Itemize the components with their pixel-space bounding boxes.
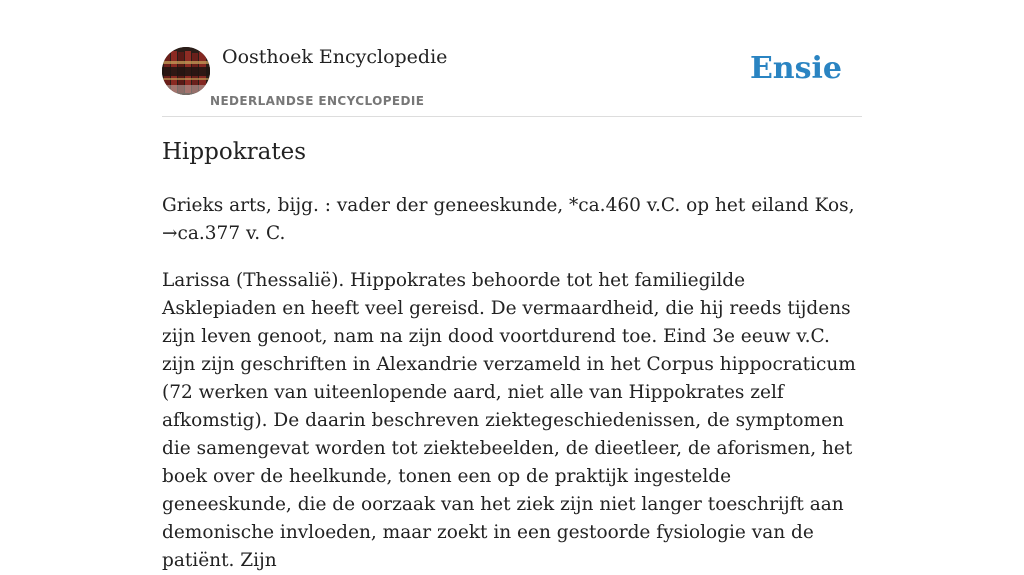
- article-lead: Grieks arts, bijg. : vader der geneeskunde, *ca.460 v.C. op het eiland Kos, →ca.377 v. C.: [162, 195, 855, 244]
- page-container: [162, 0, 862, 571]
- encyclopedia-avatar[interactable]: [162, 47, 210, 95]
- site-header: [162, 0, 862, 117]
- ensie-logo-link[interactable]: Ensie: [749, 51, 842, 86]
- book-spines-icon: [162, 47, 210, 95]
- article-title: Hippokrates: [162, 139, 307, 165]
- site-subtitle: NEDERLANDSE ENCYCLOPEDIE: [210, 94, 425, 108]
- site-title[interactable]: Oosthoek Encyclopedie: [222, 46, 448, 68]
- article-body: Larissa (Thessalië). Hippokrates behoorde tot het familiegilde Asklepiaden en heeft veel gereisd. De vermaardheid, die hij reeds tijdens zijn leven genoot, nam na zijn dood voortdurend toe. Eind 3e eeuw v.C. zijn zijn geschriften in Alexandrie verzameld in het Corpus hippocraticum (72 werken van uiteenlopende aard, niet alle van Hippokrates zelf afkomstig). De daarin beschreven ziektegeschiedenissen, de symptomen die samengevat worden tot ziektebeelden, de dieetleer, de aforismen, het boek over de heelkunde, tonen een op de praktijk ingestelde geneeskunde, die de oorzaak van het ziek zijn niet langer toeschrijft aan demonische invloeden, maar zoekt in een gestoorde fysiologie van de patiënt. Zijn: [162, 270, 856, 571]
